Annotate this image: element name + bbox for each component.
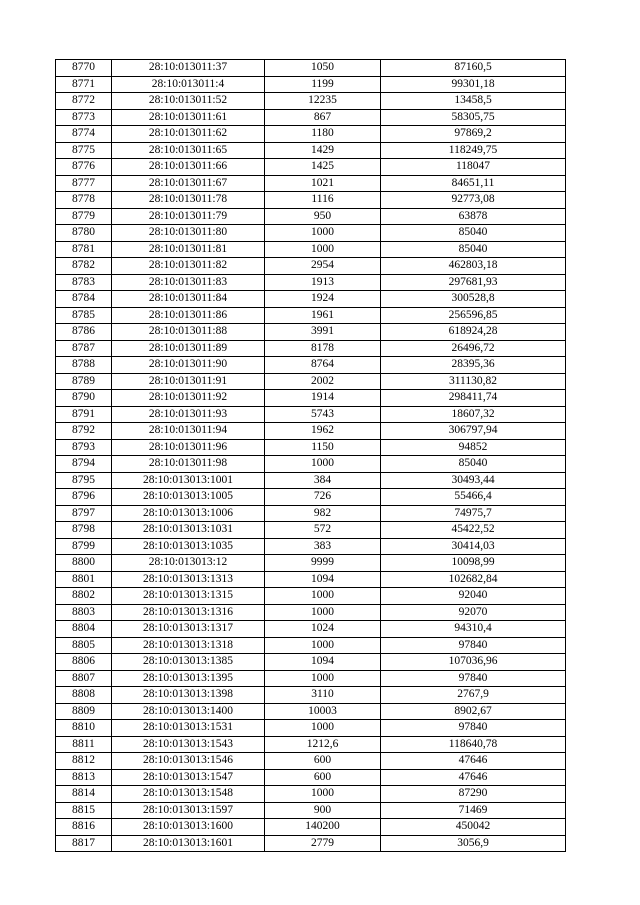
row-number-cell: 8813: [56, 769, 112, 786]
value-cell: 256596,85: [381, 307, 566, 324]
area-cell: 1199: [265, 76, 381, 93]
row-number-cell: 8810: [56, 720, 112, 737]
cadastral-number-cell: 28:10:013011:61: [112, 109, 265, 126]
value-cell: 618924,28: [381, 324, 566, 341]
area-cell: 950: [265, 208, 381, 225]
cadastral-number-cell: 28:10:013013:1385: [112, 654, 265, 671]
cadastral-number-cell: 28:10:013013:1035: [112, 538, 265, 555]
area-cell: 1094: [265, 654, 381, 671]
area-cell: 982: [265, 505, 381, 522]
table-row: [56, 489, 566, 506]
table-row: [56, 291, 566, 308]
row-number-cell: 8790: [56, 390, 112, 407]
value-cell: 10098,99: [381, 555, 566, 572]
table-row: [56, 390, 566, 407]
table-row: [56, 225, 566, 242]
row-number-cell: 8806: [56, 654, 112, 671]
row-number-cell: 8775: [56, 142, 112, 159]
table-row: [56, 192, 566, 209]
area-cell: 384: [265, 472, 381, 489]
table-row: [56, 819, 566, 836]
area-cell: 2954: [265, 258, 381, 275]
area-cell: 5743: [265, 406, 381, 423]
cadastral-number-cell: 28:10:013013:1601: [112, 835, 265, 852]
area-cell: 10003: [265, 703, 381, 720]
cadastral-number-cell: 28:10:013011:88: [112, 324, 265, 341]
table-row: [56, 505, 566, 522]
cadastral-number-cell: 28:10:013013:1398: [112, 687, 265, 704]
row-number-cell: 8787: [56, 340, 112, 357]
area-cell: 1050: [265, 60, 381, 77]
cadastral-number-cell: 28:10:013011:92: [112, 390, 265, 407]
row-number-cell: 8799: [56, 538, 112, 555]
cadastral-number-cell: 28:10:013013:1547: [112, 769, 265, 786]
row-number-cell: 8801: [56, 571, 112, 588]
area-cell: 383: [265, 538, 381, 555]
area-cell: 140200: [265, 819, 381, 836]
value-cell: 87290: [381, 786, 566, 803]
area-cell: 726: [265, 489, 381, 506]
row-number-cell: 8812: [56, 753, 112, 770]
area-cell: 1000: [265, 588, 381, 605]
table-row: [56, 753, 566, 770]
table-row: [56, 835, 566, 852]
value-cell: 45422,52: [381, 522, 566, 539]
area-cell: 867: [265, 109, 381, 126]
value-cell: 47646: [381, 753, 566, 770]
table-row: [56, 538, 566, 555]
area-cell: 1000: [265, 786, 381, 803]
table-row: [56, 208, 566, 225]
row-number-cell: 8816: [56, 819, 112, 836]
table-row: [56, 588, 566, 605]
cadastral-number-cell: 28:10:013011:79: [112, 208, 265, 225]
row-number-cell: 8784: [56, 291, 112, 308]
area-cell: 1150: [265, 439, 381, 456]
table-row: [56, 159, 566, 176]
value-cell: 30493,44: [381, 472, 566, 489]
area-cell: 1425: [265, 159, 381, 176]
table-row: [56, 357, 566, 374]
cadastral-number-cell: 28:10:013011:81: [112, 241, 265, 258]
row-number-cell: 8771: [56, 76, 112, 93]
area-cell: 1212,6: [265, 736, 381, 753]
table-row: [56, 786, 566, 803]
area-cell: 1000: [265, 241, 381, 258]
row-number-cell: 8802: [56, 588, 112, 605]
value-cell: 85040: [381, 456, 566, 473]
value-cell: 47646: [381, 769, 566, 786]
value-cell: 74975,7: [381, 505, 566, 522]
value-cell: 85040: [381, 241, 566, 258]
value-cell: 28395,36: [381, 357, 566, 374]
row-number-cell: 8817: [56, 835, 112, 852]
row-number-cell: 8780: [56, 225, 112, 242]
row-number-cell: 8785: [56, 307, 112, 324]
cadastral-number-cell: 28:10:013011:62: [112, 126, 265, 143]
row-number-cell: 8795: [56, 472, 112, 489]
cadastral-number-cell: 28:10:013011:89: [112, 340, 265, 357]
value-cell: 94852: [381, 439, 566, 456]
area-cell: 1116: [265, 192, 381, 209]
table-row: [56, 670, 566, 687]
area-cell: 1000: [265, 720, 381, 737]
table-row: [56, 720, 566, 737]
table-row: [56, 522, 566, 539]
value-cell: 8902,67: [381, 703, 566, 720]
area-cell: 8178: [265, 340, 381, 357]
area-cell: 1000: [265, 637, 381, 654]
value-cell: 85040: [381, 225, 566, 242]
cadastral-number-cell: 28:10:013011:93: [112, 406, 265, 423]
row-number-cell: 8770: [56, 60, 112, 77]
table-row: [56, 439, 566, 456]
area-cell: 12235: [265, 93, 381, 110]
area-cell: 1094: [265, 571, 381, 588]
row-number-cell: 8811: [56, 736, 112, 753]
table-row: [56, 654, 566, 671]
cadastral-number-cell: 28:10:013013:1395: [112, 670, 265, 687]
value-cell: 118047: [381, 159, 566, 176]
area-cell: 1961: [265, 307, 381, 324]
row-number-cell: 8800: [56, 555, 112, 572]
value-cell: 3056,9: [381, 835, 566, 852]
row-number-cell: 8814: [56, 786, 112, 803]
cadastral-number-cell: 28:10:013011:37: [112, 60, 265, 77]
value-cell: 55466,4: [381, 489, 566, 506]
table-row: [56, 802, 566, 819]
table-row: [56, 307, 566, 324]
cadastral-number-cell: 28:10:013013:1001: [112, 472, 265, 489]
area-cell: 1924: [265, 291, 381, 308]
cadastral-number-cell: 28:10:013013:1531: [112, 720, 265, 737]
area-cell: 3110: [265, 687, 381, 704]
value-cell: 462803,18: [381, 258, 566, 275]
cadastral-number-cell: 28:10:013011:90: [112, 357, 265, 374]
value-cell: 18607,32: [381, 406, 566, 423]
table-row: [56, 621, 566, 638]
table-row: [56, 406, 566, 423]
row-number-cell: 8777: [56, 175, 112, 192]
cadastral-number-cell: 28:10:013013:1317: [112, 621, 265, 638]
area-cell: 1962: [265, 423, 381, 440]
row-number-cell: 8788: [56, 357, 112, 374]
row-number-cell: 8783: [56, 274, 112, 291]
area-cell: 1429: [265, 142, 381, 159]
value-cell: 63878: [381, 208, 566, 225]
table-row: [56, 571, 566, 588]
cadastral-number-cell: 28:10:013011:52: [112, 93, 265, 110]
cadastral-number-cell: 28:10:013011:98: [112, 456, 265, 473]
cadastral-number-cell: 28:10:013013:1546: [112, 753, 265, 770]
value-cell: 97840: [381, 720, 566, 737]
table-row: [56, 93, 566, 110]
cadastral-number-cell: 28:10:013011:94: [112, 423, 265, 440]
table-row: [56, 637, 566, 654]
row-number-cell: 8781: [56, 241, 112, 258]
row-number-cell: 8779: [56, 208, 112, 225]
row-number-cell: 8815: [56, 802, 112, 819]
area-cell: 1024: [265, 621, 381, 638]
value-cell: 99301,18: [381, 76, 566, 93]
cadastral-number-cell: 28:10:013013:1318: [112, 637, 265, 654]
row-number-cell: 8791: [56, 406, 112, 423]
value-cell: 107036,96: [381, 654, 566, 671]
cadastral-number-cell: 28:10:013013:1006: [112, 505, 265, 522]
row-number-cell: 8773: [56, 109, 112, 126]
cadastral-number-cell: 28:10:013013:1313: [112, 571, 265, 588]
area-cell: 2002: [265, 373, 381, 390]
cadastral-number-cell: 28:10:013011:66: [112, 159, 265, 176]
area-cell: 2779: [265, 835, 381, 852]
value-cell: 297681,93: [381, 274, 566, 291]
cadastral-number-cell: 28:10:013013:1031: [112, 522, 265, 539]
area-cell: 9999: [265, 555, 381, 572]
area-cell: 572: [265, 522, 381, 539]
value-cell: 30414,03: [381, 538, 566, 555]
table-row: [56, 373, 566, 390]
value-cell: 450042: [381, 819, 566, 836]
table-row: [56, 555, 566, 572]
table-row: [56, 703, 566, 720]
value-cell: 71469: [381, 802, 566, 819]
table-row: [56, 76, 566, 93]
row-number-cell: 8805: [56, 637, 112, 654]
value-cell: 92773,08: [381, 192, 566, 209]
area-cell: 600: [265, 769, 381, 786]
table-row: [56, 736, 566, 753]
cadastral-number-cell: 28:10:013013:12: [112, 555, 265, 572]
value-cell: 298411,74: [381, 390, 566, 407]
cadastral-number-cell: 28:10:013013:1597: [112, 802, 265, 819]
area-cell: 1913: [265, 274, 381, 291]
row-number-cell: 8793: [56, 439, 112, 456]
cadastral-number-cell: 28:10:013013:1543: [112, 736, 265, 753]
value-cell: 102682,84: [381, 571, 566, 588]
value-cell: 2767,9: [381, 687, 566, 704]
row-number-cell: 8796: [56, 489, 112, 506]
cadastral-number-cell: 28:10:013011:86: [112, 307, 265, 324]
value-cell: 13458,5: [381, 93, 566, 110]
table-row: [56, 604, 566, 621]
row-number-cell: 8778: [56, 192, 112, 209]
value-cell: 92040: [381, 588, 566, 605]
table-row: [56, 423, 566, 440]
row-number-cell: 8809: [56, 703, 112, 720]
row-number-cell: 8807: [56, 670, 112, 687]
area-cell: 600: [265, 753, 381, 770]
value-cell: 118249,75: [381, 142, 566, 159]
cadastral-number-cell: 28:10:013011:83: [112, 274, 265, 291]
table-row: [56, 258, 566, 275]
cadastral-number-cell: 28:10:013011:91: [112, 373, 265, 390]
area-cell: 1021: [265, 175, 381, 192]
value-cell: 94310,4: [381, 621, 566, 638]
row-number-cell: 8776: [56, 159, 112, 176]
table-row: [56, 687, 566, 704]
table-row: [56, 126, 566, 143]
table-row: [56, 456, 566, 473]
table-row: [56, 109, 566, 126]
row-number-cell: 8789: [56, 373, 112, 390]
row-number-cell: 8782: [56, 258, 112, 275]
value-cell: 300528,8: [381, 291, 566, 308]
area-cell: 900: [265, 802, 381, 819]
area-cell: 1000: [265, 456, 381, 473]
cadastral-number-cell: 28:10:013011:80: [112, 225, 265, 242]
cadastral-number-cell: 28:10:013013:1548: [112, 786, 265, 803]
value-cell: 118640,78: [381, 736, 566, 753]
value-cell: 306797,94: [381, 423, 566, 440]
area-cell: 1000: [265, 604, 381, 621]
area-cell: 3991: [265, 324, 381, 341]
cadastral-number-cell: 28:10:013011:82: [112, 258, 265, 275]
row-number-cell: 8798: [56, 522, 112, 539]
value-cell: 26496,72: [381, 340, 566, 357]
table-row: [56, 340, 566, 357]
table-row: [56, 175, 566, 192]
row-number-cell: 8794: [56, 456, 112, 473]
value-cell: 84651,11: [381, 175, 566, 192]
value-cell: 311130,82: [381, 373, 566, 390]
cadastral-number-cell: 28:10:013013:1600: [112, 819, 265, 836]
cadastral-number-cell: 28:10:013013:1005: [112, 489, 265, 506]
row-number-cell: 8797: [56, 505, 112, 522]
table-row: [56, 324, 566, 341]
value-cell: 58305,75: [381, 109, 566, 126]
value-cell: 97840: [381, 637, 566, 654]
cadastral-number-cell: 28:10:013011:78: [112, 192, 265, 209]
table-body: [56, 60, 566, 852]
row-number-cell: 8804: [56, 621, 112, 638]
row-number-cell: 8792: [56, 423, 112, 440]
table-row: [56, 472, 566, 489]
area-cell: 1000: [265, 670, 381, 687]
value-cell: 87160,5: [381, 60, 566, 77]
cadastral-number-cell: 28:10:013013:1316: [112, 604, 265, 621]
cadastral-number-cell: 28:10:013011:4: [112, 76, 265, 93]
area-cell: 1000: [265, 225, 381, 242]
cadastral-number-cell: 28:10:013013:1400: [112, 703, 265, 720]
value-cell: 97869,2: [381, 126, 566, 143]
table-row: [56, 60, 566, 77]
area-cell: 1180: [265, 126, 381, 143]
table-row: [56, 142, 566, 159]
cadastral-number-cell: 28:10:013013:1315: [112, 588, 265, 605]
value-cell: 92070: [381, 604, 566, 621]
cadastral-number-cell: 28:10:013011:65: [112, 142, 265, 159]
value-cell: 97840: [381, 670, 566, 687]
table-row: [56, 274, 566, 291]
row-number-cell: 8786: [56, 324, 112, 341]
cadastral-number-cell: 28:10:013011:67: [112, 175, 265, 192]
cadastral-number-cell: 28:10:013011:96: [112, 439, 265, 456]
row-number-cell: 8774: [56, 126, 112, 143]
table-row: [56, 769, 566, 786]
area-cell: 1914: [265, 390, 381, 407]
row-number-cell: 8772: [56, 93, 112, 110]
cadastral-number-cell: 28:10:013011:84: [112, 291, 265, 308]
data-table: [55, 59, 566, 852]
table-row: [56, 241, 566, 258]
row-number-cell: 8803: [56, 604, 112, 621]
area-cell: 8764: [265, 357, 381, 374]
row-number-cell: 8808: [56, 687, 112, 704]
